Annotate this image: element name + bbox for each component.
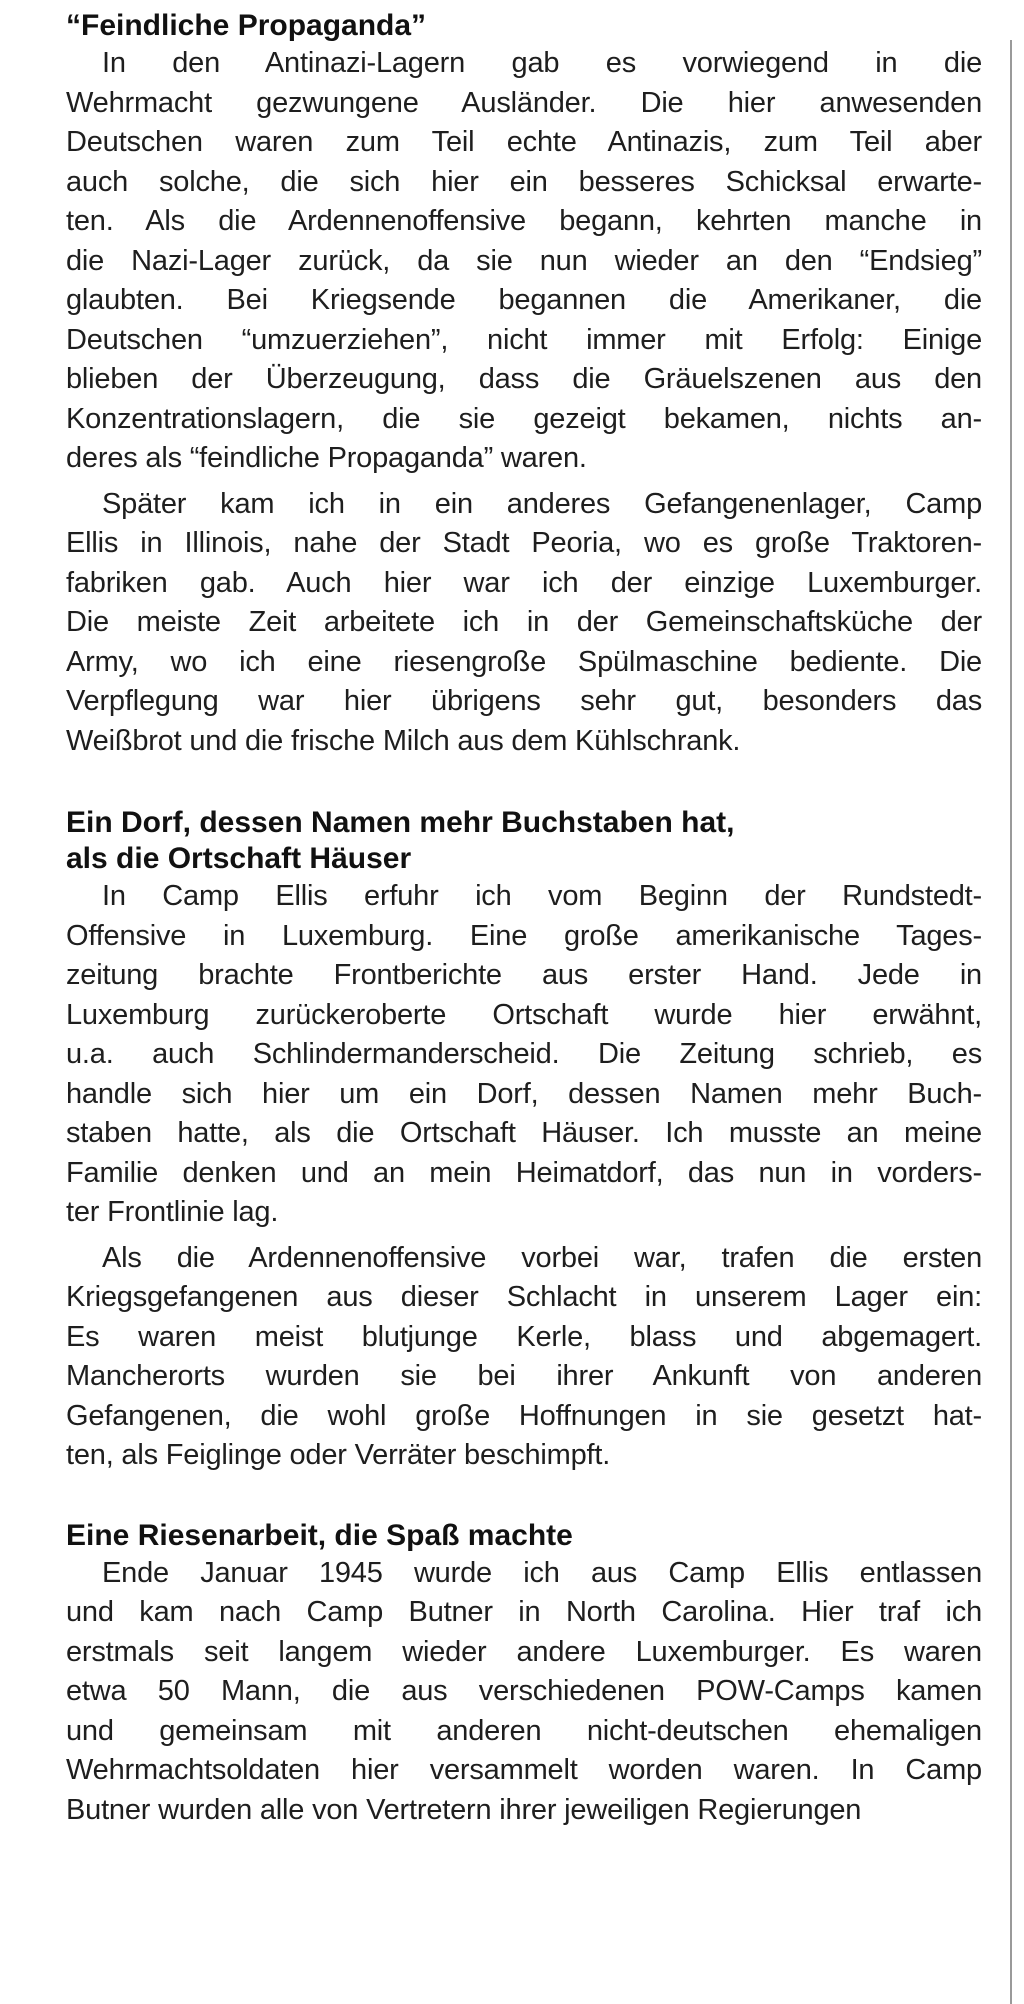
- text-line: und gemeinsam mit anderen nicht-deutschen ehemaligen: [66, 1714, 982, 1747]
- text-line: Butner wurden alle von Vertretern ihrer jeweiligen Regierungen: [66, 1793, 862, 1826]
- text-line: fabriken gab. Auch hier war ich der einzige Luxemburger.: [66, 566, 982, 599]
- text-line: Ellis in Illinois, nahe der Stadt Peoria, wo es große Traktoren-: [66, 527, 982, 559]
- body-paragraph: [66, 44, 982, 479]
- section-heading: [66, 805, 982, 877]
- body-paragraph: [66, 1239, 982, 1476]
- text-line: Die meiste Zeit arbeitete ich in der Gemeinschaftsküche der: [66, 606, 982, 638]
- section-riesenarbeit: [66, 1518, 982, 1831]
- text-line: zeitung brachte Frontberichte aus erster Hand. Jede in: [66, 959, 982, 991]
- text-line: Später kam ich in ein anderes Gefangenenlager, Camp: [102, 487, 982, 520]
- text-line: und kam nach Camp Butner in North Carolina. Hier traf ich: [66, 1596, 982, 1628]
- text-line: blieben der Überzeugung, dass die Gräuelszenen aus den: [66, 363, 982, 395]
- page-edge-rule: [1010, 40, 1012, 2004]
- text-line: etwa 50 Mann, die aus verschiedenen POW-Camps kamen: [66, 1675, 982, 1707]
- body-paragraph: [66, 1554, 982, 1831]
- text-line: In den Antinazi-Lagern gab es vorwiegend in die: [102, 47, 982, 79]
- text-line: ter Frontlinie lag.: [66, 1196, 279, 1228]
- body-paragraph: [66, 877, 982, 1233]
- text-line: deres als “feindliche Propaganda” waren.: [66, 442, 587, 474]
- section-heading: [66, 8, 982, 44]
- text-line: ten. Als die Ardennenoffensive begann, kehrten manche in: [66, 205, 982, 237]
- section-feindliche-propaganda: [66, 8, 982, 761]
- text-line: staben hatte, als die Ortschaft Häuser. Ich musste an meine: [66, 1117, 982, 1149]
- text-line: die Nazi-Lager zurück, da sie nun wieder an den “Endsieg”: [66, 244, 982, 277]
- text-line: Es waren meist blutjunge Kerle, blass und abgemagert.: [66, 1320, 982, 1353]
- text-line: Army, wo ich eine riesengroße Spülmaschine bediente. Die: [66, 645, 982, 678]
- text-line: Konzentrationslagern, die sie gezeigt bekamen, nichts an-: [66, 402, 982, 435]
- text-line: Deutschen waren zum Teil echte Antinazis, zum Teil aber: [66, 126, 982, 158]
- text-line: Deutschen “umzuerziehen”, nicht immer mit Erfolg: Einige: [66, 323, 982, 356]
- text-line: Verpflegung war hier übrigens sehr gut, besonders das: [66, 685, 982, 717]
- text-line: Ende Januar 1945 wurde ich aus Camp Ellis entlassen: [102, 1556, 982, 1589]
- heading-line: Eine Riesenarbeit, die Spaß machte: [66, 1518, 573, 1552]
- text-line: Wehrmachtsoldaten hier versammelt worden waren. In Camp: [66, 1754, 982, 1786]
- text-line: Familie denken und an mein Heimatdorf, das nun in vorders-: [66, 1156, 982, 1189]
- text-line: Gefangenen, die wohl große Hoffnungen in sie gesetzt hat-: [66, 1399, 982, 1432]
- heading-line: “Feindliche Propaganda”: [66, 9, 427, 42]
- text-line: Luxemburg zurückeroberte Ortschaft wurde hier erwähnt,: [66, 998, 982, 1031]
- body-paragraph: [66, 485, 982, 762]
- text-line: auch solche, die sich hier ein besseres Schicksal erwarte-: [66, 165, 982, 198]
- heading-line: als die Ortschaft Häuser: [66, 842, 412, 875]
- text-line: In Camp Ellis erfuhr ich vom Beginn der Rundstedt-: [102, 880, 982, 912]
- text-line: Offensive in Luxemburg. Eine große amerikanische Tages-: [66, 919, 982, 952]
- heading-line: Ein Dorf, dessen Namen mehr Buchstaben hat,: [66, 806, 735, 839]
- text-line: Wehrmacht gezwungene Ausländer. Die hier anwesenden: [66, 86, 982, 119]
- text-line: ten, als Feiglinge oder Verräter beschimpft.: [66, 1439, 611, 1471]
- text-line: erstmals seit langem wieder andere Luxemburger. Es waren: [66, 1635, 982, 1668]
- text-line: u.a. auch Schlindermanderscheid. Die Zeitung schrieb, es: [66, 1038, 982, 1070]
- text-line: Weißbrot und die frische Milch aus dem Kühlschrank.: [66, 724, 741, 757]
- article-column: [66, 8, 982, 1830]
- text-line: handle sich hier um ein Dorf, dessen Namen mehr Buch-: [66, 1077, 982, 1110]
- section-ein-dorf: [66, 805, 982, 1476]
- text-line: Als die Ardennenoffensive vorbei war, trafen die ersten: [102, 1241, 982, 1274]
- section-heading: [66, 1518, 982, 1554]
- text-line: Kriegsgefangenen aus dieser Schlacht in unserem Lager ein:: [66, 1281, 982, 1313]
- text-line: Mancherorts wurden sie bei ihrer Ankunft von anderen: [66, 1360, 982, 1392]
- text-line: glaubten. Bei Kriegsende begannen die Amerikaner, die: [66, 284, 982, 316]
